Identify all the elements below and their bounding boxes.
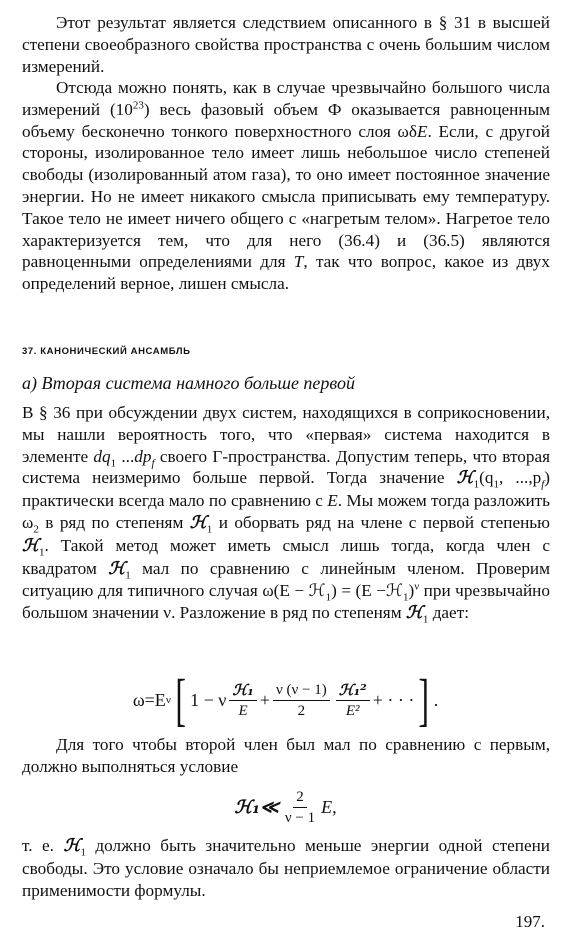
condition-formula: ℋ₁≪ $\frac{2}{\nu - 1}$ E, [234,788,337,826]
section-heading: 37. КАНОНИЧЕСКИЙ АНСАМБЛЬ [22,346,191,357]
condition-fraction: $\frac{2}{\nu - 1}$ [284,788,316,826]
paragraph-5: т. е. ℋ$_1$ должно быть значительно меньше энергии одной степени свободы. Это условие означало бы неприемлемое ограничение области применимости формулы. [22,836,550,900]
left-bracket: [ [175,667,186,732]
fraction-3: $\frac{\text{ℋ₁²}}{\text{E²}}$ [336,680,370,721]
expansion-formula: ω=E ν [ 1 − ν $\frac{\text{ℋ₁}}{E}$ + $\frac{\nu (\nu - 1)}{2}$ $\frac{\text{ℋ₁²}}{\text{E²}}$ + · · · ] . [132,667,439,732]
paragraph-2: Отсюда можно понять, как в случае чрезвычайно большого числа измерений $(10^{23})$ весь фазовый объем Ф оказывается равноценным объему бесконечно тонкого поверхностного слоя ωδE. Если, с другой стороны, изолированное тело имеет лишь небольшое число степеней свободы (изолированный атом газа), то оно имеет постоянное значение энергии. Но не имеет никакого смысла приписывать ему температуру. Такое тело не имеет ничего общего с «нагретым телом». Нагретое тело характеризуется тем, что для него (36.4) и (36.5) являются равноценными определениями для T, так что вопрос, какое из двух определений верное, лишен смысла. [22,78,550,294]
paragraph-4: Для того чтобы второй член был мал по сравнению с первым, должно выполняться условие [22,735,550,776]
paragraph-3: В § 36 при обсуждении двух систем, находящихся в соприкосновении, мы нашли вероятность того, что «первая» система находится в элементе $dq_1$ $...dp_f$ своего Г-пространства. Допустим теперь, что вторая система неизмеримо больше первой. Тогда значение $ℋ_1(q_1$, $...,p_f$) практически всегда мало по сравнению с E. Мы можем тогда разложить $\omega_2$ в ряд по степеням ℋ$_1$ и оборвать ряд на члене с первой степенью ℋ$_1$. Такой метод может иметь смысл лишь тогда, когда член с квадратом ℋ$_1$ мал по сравнению с линейным членом. Проверим ситуацию для типичного случая ω(E − ℋ$_1$) = (E −ℋ$_1$)$^\nu$ при чрезвычайно большом значении ν. Разложение в ряд по степеням ℋ$_1$ дает: [22,403,550,626]
fraction-2: $\frac{\nu (\nu - 1)}{2}$ [273,680,330,721]
subsection-heading: a) Вторая система намного больше первой [22,373,355,393]
page-number: 197. [515,912,545,931]
fraction-1: $\frac{\text{ℋ₁}}{E}$ [229,680,256,721]
right-bracket: ] [418,667,430,732]
paragraph-1: Этот результат является следствием описанного в § 31 в высшей степени своеобразного свойства пространства с очень большим числом измерений. [22,13,550,76]
